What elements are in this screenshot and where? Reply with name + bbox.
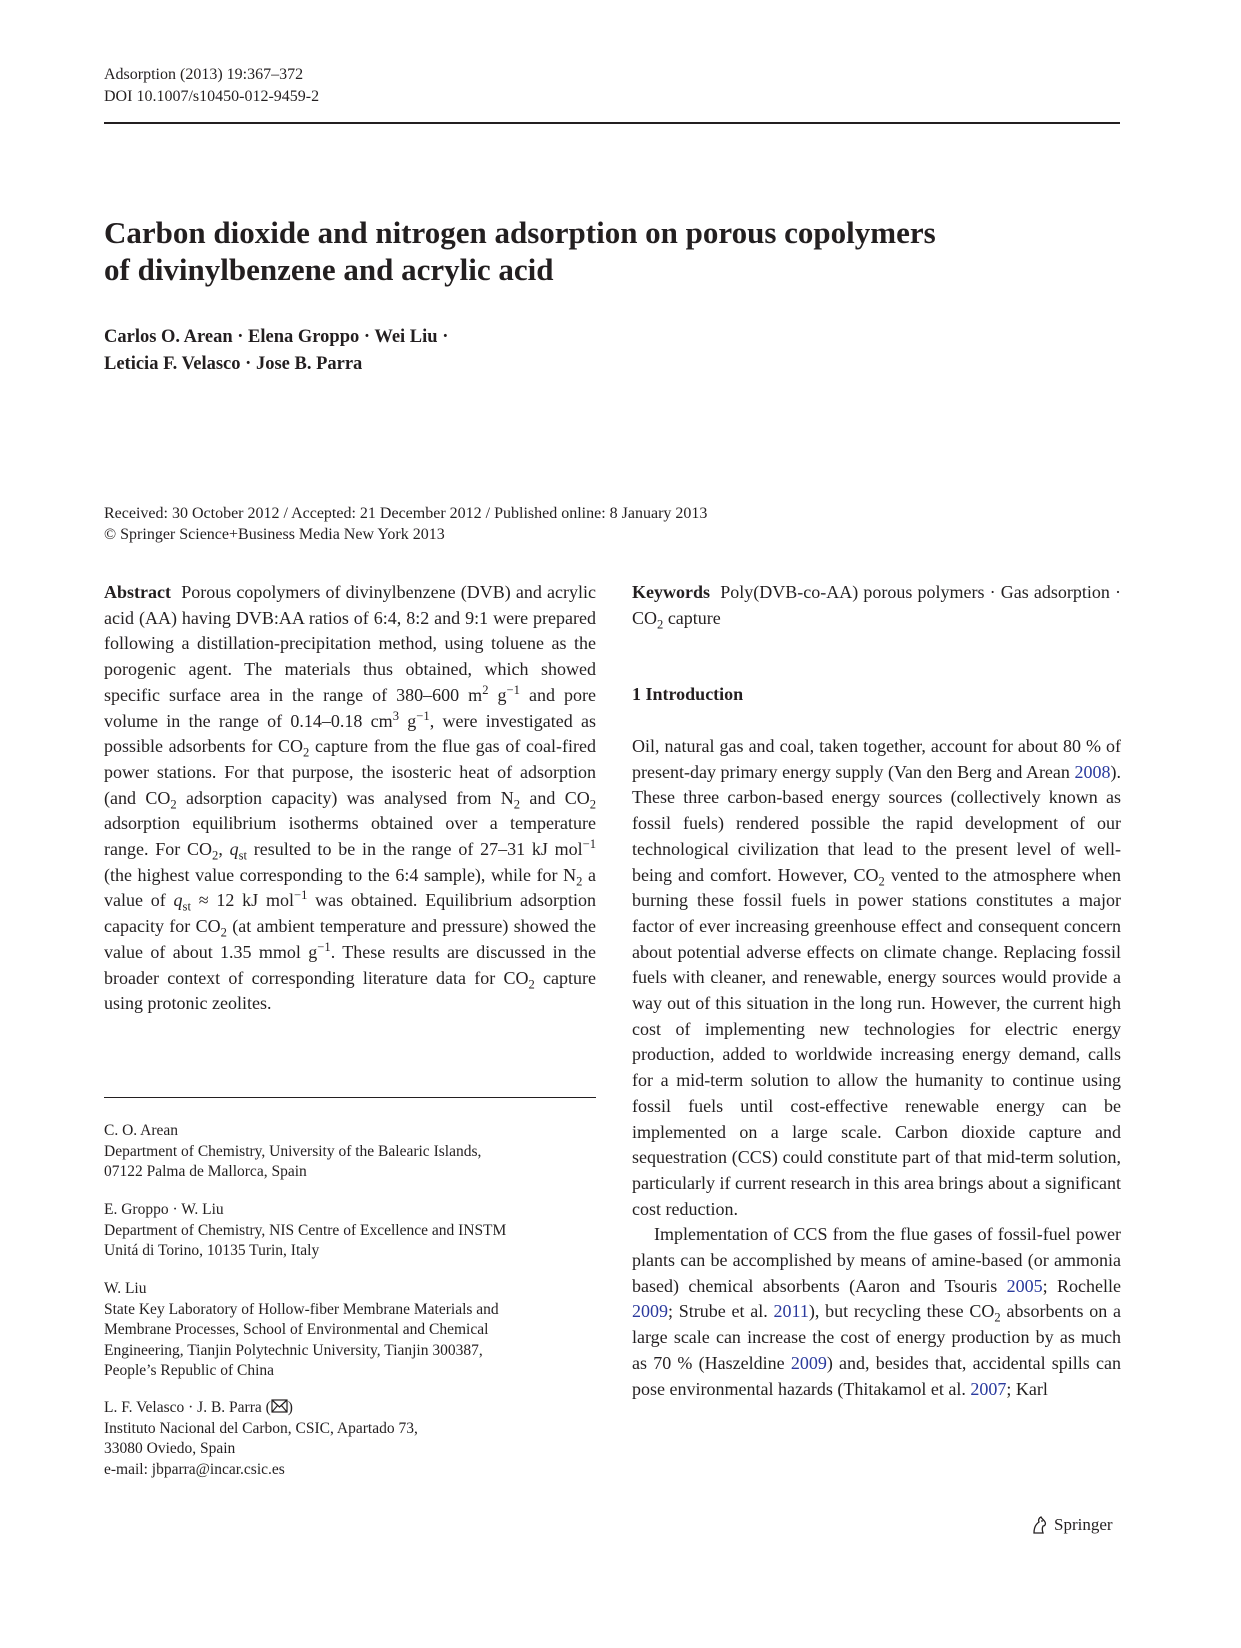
citation-link[interactable]: 2005 — [1006, 1275, 1043, 1296]
abstract-label: Abstract — [104, 582, 171, 602]
journal-header — [104, 64, 319, 108]
citation-link[interactable]: 2009 — [790, 1352, 827, 1373]
affiliation-velasco-parra: L. F. Velasco · J. B. Parra ( ) Instituto Nacional del Carbon, CSIC, Apartado 73, 33080 Oviedo, Spain e-mail: jbparra@incar.csic.es — [104, 1398, 596, 1480]
intro-paragraph: Oil, natural gas and coal, taken together, account for about 80 % of present-day primary energy supply (Van den Berg and Arean 2008). These three carbon-based energy sources (collectively known as fossil fuels) rendered possible the rapid development of our technological civilization that lead to the present level of well-being and comfort. However, $CO_2$ vented to the atmosphere when burning these fossil fuels in power stations constitutes a major factor of ever increasing greenhouse effect and consequent concern about potential adverse effects on climate change. Replacing fossil fuels with cleaner, and renewable, energy sources would provide a way out of this situation in the long run. However, the current high cost of implementing new technologies for electric energy production, added to worldwide increasing energy demand, calls for a mid-term solution to allow the humanity to continue using fossil fuels until cost-effective renewable energy can be implemented on a large scale. Carbon dioxide capture and sequestration (CCS) could constitute part of that mid-term solution, particularly if current research in this area brings about a significant cost reduction. — [632, 736, 1121, 1219]
affiliation-arean: C. O. Arean Department of Chemistry, University of the Balearic Islands, 07122 Palma de Mallorca, Spain — [104, 1122, 482, 1180]
citation-link[interactable]: 2007 — [970, 1378, 1007, 1399]
springer-horse-icon — [1030, 1515, 1050, 1535]
introduction-body — [632, 734, 1121, 1402]
copyright: © Springer Science+Business Media New York 2013 — [104, 526, 445, 543]
abstract: Abstract Porous copolymers of divinylbenzene (DVB) and acrylic acid (AA) having DVB:AA ratios of 6:4, 8:2 and 9:1 were prepared following a distillation-precipitation method, using toluene as the porogenic agent. The materials thus obtained, which showed specific surface area in the range of 380–600 $m^2$ $g^{-1}$ and pore volume in the range of 0.14–0.18 $cm^3$ $g^{-1}$, were investigated as possible adsorbents for $CO_2$ capture from the flue gas of coal-fired power stations. For that purpose, the isosteric heat of adsorption (and $CO_2$ adsorption capacity) was analysed from $N_2$ and $CO_2$ adsorption equilibrium isotherms obtained over a temperature range. For $CO_2$, $q_{st}$ resulted to be in the range of 27–31 kJ mol$^{-1}$ (the highest value corresponding to the 6:4 sample), while for $N_2$ a value of $q_{st} \approx 12$ kJ mol$^{-1}$ was obtained. Equilibrium adsorption capacity for $CO_2$ (at ambient temperature and pressure) showed the value of about 1.35 mmol $g^{-1}$. These results are discussed in the broader context of corresponding literature data for $CO_2$ capture using protonic zeolites. — [104, 582, 597, 1014]
publication-dates: Received: 30 October 2012 / Accepted: 21 December 2012 / Published online: 8 January 2013 © Springer Science+Business Media New York 2013 — [104, 505, 708, 543]
citation-link[interactable]: 2009 — [632, 1301, 668, 1322]
footnote-separator — [104, 1097, 596, 1098]
affiliation-groppo-liu: E. Groppo · W. Liu Department of Chemistry, NIS Centre of Excellence and INSTM Unitá di Torino, 10135 Turin, Italy — [104, 1201, 507, 1259]
section-heading-introduction: 1 Introduction — [632, 684, 744, 704]
header-rule — [104, 122, 1120, 124]
contact-email[interactable]: e-mail: jbparra@incar.csic.es — [104, 1460, 285, 1478]
journal-citation: Adsorption (2013) 19:367–372 — [104, 66, 304, 83]
citation-link[interactable]: 2008 — [1074, 761, 1111, 782]
keywords: Keywords Poly(DVB-co-AA) porous polymers · Gas adsorption · $CO_2$ capture — [632, 582, 1121, 632]
publisher-name: Springer — [1054, 1515, 1113, 1534]
article-title: Carbon dioxide and nitrogen adsorption on porous copolymers of divinylbenzene and acrylic acid — [104, 215, 936, 287]
author-list: Carlos O. Arean · Elena Groppo · Wei Liu · Leticia F. Velasco · Jose B. Parra — [104, 327, 449, 374]
affiliation-liu: W. Liu State Key Laboratory of Hollow-fiber Membrane Materials and Membrane Processes, School of Environmental and Chemical Engineering, Tianjin Polytechnic University, Tianjin 300387, People’s Republic of China — [104, 1280, 499, 1379]
keywords-label: Keywords — [632, 582, 710, 602]
envelope-icon — [271, 1399, 288, 1413]
doi: DOI 10.1007/s10450-012-9459-2 — [104, 88, 320, 105]
intro-paragraph: Implementation of CCS from the flue gases of fossil-fuel power plants can be accomplished by means of amine-based (or ammonia based) chemical absorbents (Aaron and Tsouris 2005; Rochelle 2009; Strube et al. 2011), but recycling these $CO_2$ absorbents on a large scale can increase the cost of energy production by as much as 70 % (Haszeldine 2009) and, besides that, accidental spills can pose environmental hazards (Thitakamol et al. 2007; Karl — [632, 1224, 1122, 1399]
citation-link[interactable]: 2011 — [773, 1301, 809, 1322]
publisher-logo — [1030, 1515, 1113, 1535]
